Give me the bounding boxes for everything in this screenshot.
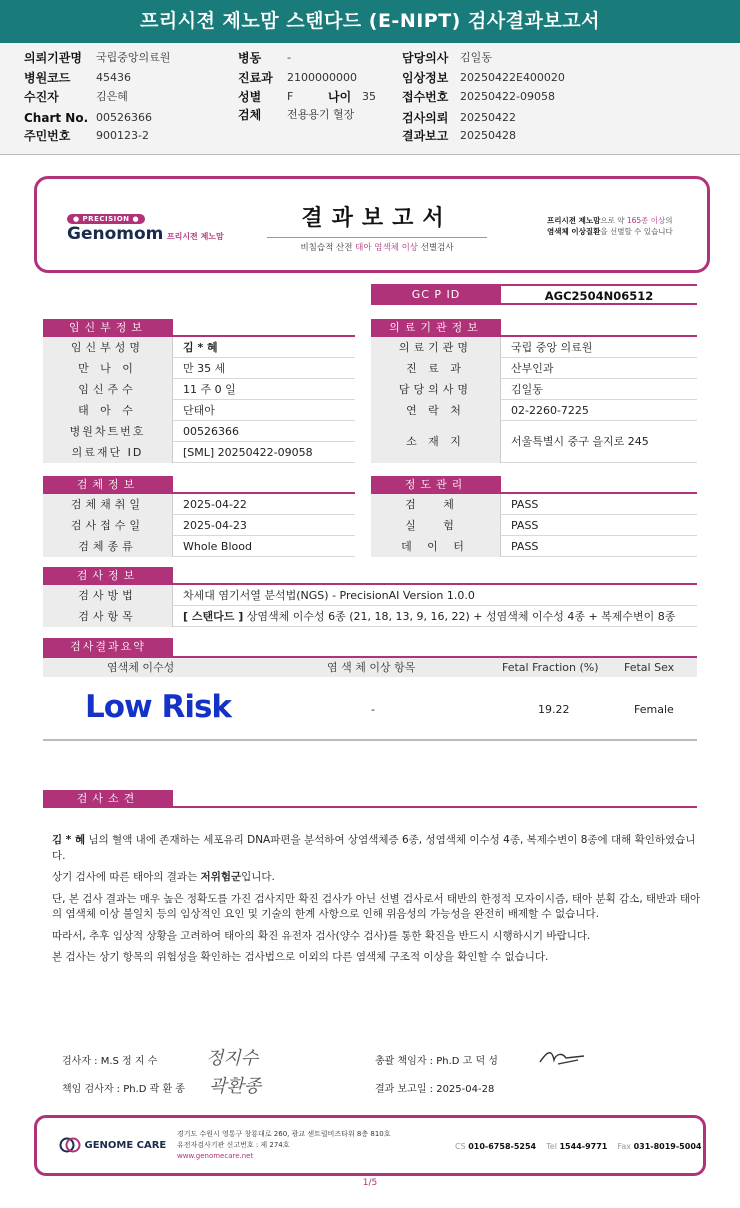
genomom-logo (67, 211, 224, 244)
hdr-label: 나이 (328, 90, 352, 104)
table-row: 검체채취일 2025-04-22 (43, 494, 355, 515)
hdr-label: 임상정보 (402, 71, 449, 85)
report-title: 프리시젼 제노맘 스탠다드 (E-NIPT) 검사결과보고서 (0, 0, 740, 43)
col-abnormal-items: 염 색 체 이상 항목 (327, 661, 416, 674)
section-pregnancy-info: 임신부정보 (43, 319, 173, 337)
col-fetal-sex: Fetal Sex (624, 661, 675, 674)
table-row: 검사방법 차세대 염기서열 분석법(NGS) - PrecisionAI Version 1.0.0 (43, 585, 697, 606)
hdr-label: 접수번호 (402, 90, 449, 104)
footer-contacts: CS 010-6758-5254 Tel 1544-9771 Fax 031-8019-5004 (455, 1142, 702, 1151)
table-row: 만 나 이 만 35 세 (43, 358, 355, 379)
brand-subname: 프리시젼 제노맘 (166, 232, 224, 241)
result-report-heading: 결과보고서 (301, 205, 453, 231)
table-row: 데 이 터 PASS (371, 536, 697, 557)
table-row: 의료기관명 국립 중앙 의료원 (371, 337, 697, 358)
table-row: 진 료 과 산부인과 (371, 358, 697, 379)
hdr-label: 검사의뢰 (402, 111, 449, 125)
fetal-fraction-value: 19.22 (538, 703, 570, 716)
footer-address: 경기도 수원시 영통구 창룡대로 260, 광교 센트럴비즈타워 8층 810호 유전자검사기관 신고번호 : 제 274호 www.genomecare.net (177, 1130, 391, 1160)
section-opinion: 검사소견 (43, 790, 173, 808)
tester-name: 검사자 : M.S 정 지 수 (62, 1056, 158, 1067)
hdr-value: 35 (362, 90, 376, 103)
patient-info-header (0, 43, 740, 155)
section-quality-control: 정도관리 (371, 476, 501, 494)
footer-card (34, 1115, 706, 1176)
brand-name: Genomom (67, 224, 164, 244)
tester-signature: 정지수 (206, 1048, 259, 1069)
hdr-value: F (287, 90, 294, 103)
hdr-label: 병원코드 (24, 71, 71, 85)
hdr-label: 수진자 (24, 90, 59, 104)
table-row: 연 락 처 02-2260-7225 (371, 400, 697, 421)
hdr-label: 의뢰기관명 (24, 51, 82, 65)
precision-badge: ● PRECISION ● (67, 214, 145, 224)
table-row: 임신부성명 김 * 혜 (43, 337, 355, 358)
col-aneuploidy: 염색체 이수성 (107, 661, 175, 674)
hdr-value: 2100000000 (287, 71, 357, 84)
hdr-value: 김은혜 (96, 90, 128, 103)
result-report-subtitle: 비침습적 산전 태아 염색체 이상 선별검사 (267, 237, 487, 253)
section-result-summary: 검사결과요약 (43, 638, 173, 656)
result-summary-row (43, 677, 697, 741)
hdr-value: 45436 (96, 71, 131, 84)
gcpid-label: GC P ID (371, 284, 501, 305)
section-test-info: 검사정보 (43, 567, 173, 585)
footer-url: www.genomecare.net (177, 1152, 254, 1160)
chief-signature (538, 1046, 588, 1068)
fetal-sex-value: Female (634, 703, 674, 716)
hdr-value: 20250428 (460, 129, 516, 142)
hdr-value: 900123-2 (96, 129, 149, 142)
hdr-label: 병동 (238, 51, 262, 65)
responsible-tester-signature: 곽환종 (209, 1076, 262, 1097)
section-specimen-info: 검체정보 (43, 476, 173, 494)
hdr-value: 00526366 (96, 111, 152, 124)
hdr-label: Chart No. (24, 111, 89, 125)
table-row: 소 재 지 서울특별시 중구 을지로 245 (371, 421, 697, 463)
table-row: 의료재단 ID [SML] 20250422-09058 (43, 442, 355, 463)
section-divider (43, 806, 697, 808)
table-row: 담당의사명 김일동 (371, 379, 697, 400)
table-row: 병원차트번호 00526366 (43, 421, 355, 442)
hdr-value: 국립중앙의료원 (96, 51, 171, 64)
report-title-card (34, 176, 710, 273)
brand-tagline: 프리시젼 제노맘으로 약 165종 이상의 염색체 이상질환을 선별할 수 있습니다 (547, 216, 673, 236)
section-institution-info: 의료기관정보 (371, 319, 501, 337)
hdr-value: 전용용기 혈장 (287, 108, 355, 121)
result-summary-header (43, 656, 697, 677)
hdr-value: - (287, 51, 291, 64)
table-row: 검 체 PASS (371, 494, 697, 515)
hdr-label: 담당의사 (402, 51, 449, 65)
gcpid-value: AGC2504N06512 (501, 284, 697, 305)
responsible-tester-name: 책임 검사자 : Ph.D 곽 환 종 (62, 1084, 185, 1095)
genome-care-icon (59, 1137, 81, 1153)
hdr-value: 20250422E400020 (460, 71, 565, 84)
opinion-text: 김 * 혜 님의 혈액 내에 존재하는 세포유리 DNA파편을 분석하여 상염색체증 6종, 성염색체 이수성 4종, 복제수변이 8종에 대해 확인하였습니다. 상기 검사에 따른 태아의 결과는 저위험군입니다. 단, 본 검사 결과는 매우 높은 정확도를 가진 검사지만 확진 검사가 아닌 선별 검사로서 태반의 한정적 모자이시즘, 태아 분획 감소, 태반과 태아의 염색체 이상 불일치 등의 임상적인 요인 및 기술의 한계 사항으로 인해 위음성의 가능성을 완전히 배제할 수 없습니다. 따라서, 추후 임상적 상황을 고려하여 태아의 확진 유전자 검사(양수 검사)를 통한 확진을 반드시 시행하시기 바랍니다. 본 검사는 상기 항목의 위험성을 확인하는 검사법으로 이외의 다른 염색체 구조적 이상을 확인할 수 없습니다. (52, 834, 701, 963)
table-row: 실 험 PASS (371, 515, 697, 536)
chief-name: 총괄 책임자 : Ph.D 고 덕 성 (375, 1056, 498, 1067)
risk-result: Low Risk (85, 689, 232, 725)
hdr-label: 주민번호 (24, 129, 71, 143)
abnormal-items-value: - (371, 703, 375, 716)
table-row: 검체종류 Whole Blood (43, 536, 355, 557)
hdr-label: 결과보고 (402, 129, 449, 143)
hdr-value: 20250422-09058 (460, 90, 555, 103)
genome-care-logo: GENOME CARE (59, 1137, 166, 1153)
hdr-label: 진료과 (238, 71, 273, 85)
table-row: 임신주수 11 주 0 일 (43, 379, 355, 400)
col-fetal-fraction: Fetal Fraction (%) (502, 661, 599, 674)
hdr-label: 검체 (238, 108, 262, 122)
report-date: 결과 보고일 : 2025-04-28 (375, 1084, 495, 1095)
table-row: 태 아 수 단태아 (43, 400, 355, 421)
hdr-value: 20250422 (460, 111, 516, 124)
hdr-value: 김일동 (460, 51, 492, 64)
table-row: 검사항목 [ 스탠다드 ] 상염색체 이수성 6종 (21, 18, 13, 9, 16, 22) + 성염색체 이수성 4종 + 복제수변이 8종 (43, 606, 697, 627)
table-row: 검사접수일 2025-04-23 (43, 515, 355, 536)
hdr-label: 성별 (238, 90, 262, 104)
page-number: 1/5 (362, 1178, 378, 1188)
